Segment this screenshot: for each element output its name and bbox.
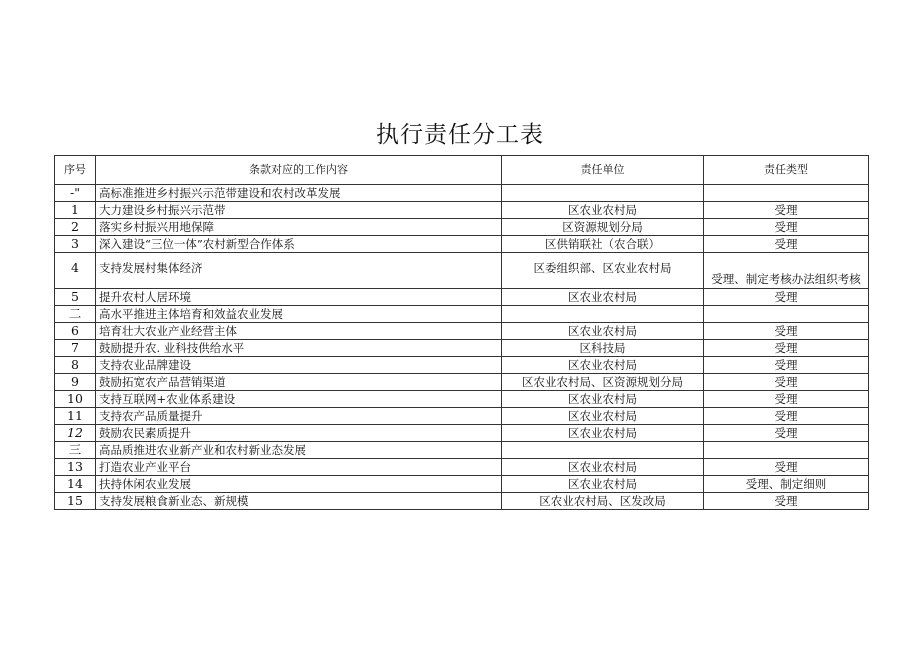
- table-row: [55, 219, 869, 236]
- row-content: 支持发展粮食新业态、新规模: [96, 493, 502, 510]
- header-content: 条款对应的工作内容: [96, 156, 502, 185]
- row-number: 15: [55, 493, 96, 510]
- responsibility-table: [54, 155, 869, 510]
- row-unit: 区农业农村局: [502, 289, 704, 306]
- table-row: [55, 408, 869, 425]
- row-number: 14: [55, 476, 96, 493]
- page-title: 执行责任分工表: [376, 122, 544, 148]
- row-unit: 区农业农村局: [502, 202, 704, 219]
- row-content: 打造农业产业平台: [96, 459, 502, 476]
- row-number: 7: [55, 340, 96, 357]
- section-row: [55, 442, 869, 459]
- table-row: [55, 236, 869, 253]
- header-type: 责任类型: [704, 156, 869, 185]
- row-type: 受理: [704, 289, 869, 306]
- header-no: 序号: [55, 156, 96, 185]
- table-row: [55, 493, 869, 510]
- row-content: 鼓励农民素质提升: [96, 425, 502, 442]
- row-content: 鼓励拓宽农产品营销渠道: [96, 374, 502, 391]
- table-header-row: [55, 156, 869, 185]
- row-type: 受理: [704, 357, 869, 374]
- row-content: 提升农村人居环境: [96, 289, 502, 306]
- section-row: [55, 185, 869, 202]
- row-type: [704, 442, 869, 459]
- row-content: 鼓励提升农. 业科技供给水平: [96, 340, 502, 357]
- row-unit: 区科技局: [502, 340, 704, 357]
- row-type: 受理: [704, 459, 869, 476]
- table-row: [55, 357, 869, 374]
- row-type: [704, 185, 869, 202]
- row-number: 10: [55, 391, 96, 408]
- table-row: [55, 391, 869, 408]
- table-row: [55, 253, 869, 289]
- row-content: 支持互联网+农业体系建设: [96, 391, 502, 408]
- table-row: [55, 459, 869, 476]
- row-type: 受理、制定考核办法组织考核: [704, 253, 869, 289]
- row-content: 支持农产品质量提升: [96, 408, 502, 425]
- row-type: 受理: [704, 202, 869, 219]
- row-unit: 区农业农村局: [502, 408, 704, 425]
- row-content: 高标准推进乡村振兴示范带建设和农村改革发展: [96, 185, 502, 202]
- row-type: 受理: [704, 493, 869, 510]
- row-unit: 区农业农村局、区资源规划分局: [502, 374, 704, 391]
- row-unit: [502, 185, 704, 202]
- table-row: [55, 289, 869, 306]
- row-number: 3: [55, 236, 96, 253]
- row-content: 高水平推进主体培育和效益农业发展: [96, 306, 502, 323]
- row-type: 受理: [704, 340, 869, 357]
- row-number: 13: [55, 459, 96, 476]
- row-number: 11: [55, 408, 96, 425]
- header-unit: 责任单位: [502, 156, 704, 185]
- row-content: 支持发展村集体经济: [96, 253, 502, 289]
- row-number: 6: [55, 323, 96, 340]
- row-number: 8: [55, 357, 96, 374]
- table-row: [55, 340, 869, 357]
- row-unit: 区农业农村局: [502, 391, 704, 408]
- row-type: 受理: [704, 408, 869, 425]
- table-row: [55, 374, 869, 391]
- row-content: 落实乡村振兴用地保障: [96, 219, 502, 236]
- row-unit: [502, 306, 704, 323]
- row-content: 大力建设乡村振兴示范带: [96, 202, 502, 219]
- row-type: 受理: [704, 425, 869, 442]
- row-unit: [502, 442, 704, 459]
- row-number: 4: [55, 253, 96, 289]
- row-type: 受理、制定细则: [704, 476, 869, 493]
- row-number: 12: [55, 425, 96, 442]
- row-number: 2: [55, 219, 96, 236]
- row-type: 受理: [704, 374, 869, 391]
- table-row: [55, 323, 869, 340]
- row-unit: 区资源规划分局: [502, 219, 704, 236]
- row-unit: 区农业农村局: [502, 459, 704, 476]
- row-unit: 区农业农村局: [502, 476, 704, 493]
- row-unit: 区农业农村局: [502, 323, 704, 340]
- row-content: 深入建设“三位一体”农村新型合作体系: [96, 236, 502, 253]
- row-number: -": [55, 185, 96, 202]
- row-unit: 区委组织部、区农业农村局: [502, 253, 704, 289]
- row-number: 1: [55, 202, 96, 219]
- row-number: 9: [55, 374, 96, 391]
- row-number: 5: [55, 289, 96, 306]
- row-type: [704, 306, 869, 323]
- row-content: 扶持休闲农业发展: [96, 476, 502, 493]
- row-number: 二: [55, 306, 96, 323]
- row-type: 受理: [704, 391, 869, 408]
- table-row: [55, 425, 869, 442]
- row-type: 受理: [704, 323, 869, 340]
- row-content: 培育壮大农业产业经营主体: [96, 323, 502, 340]
- row-content: 支持农业品牌建设: [96, 357, 502, 374]
- table-row: [55, 476, 869, 493]
- row-type: 受理: [704, 236, 869, 253]
- row-unit: 区供销联社（农合联）: [502, 236, 704, 253]
- row-unit: 区农业农村局: [502, 357, 704, 374]
- row-unit: 区农业农村局、区发改局: [502, 493, 704, 510]
- row-number: 三: [55, 442, 96, 459]
- table-row: [55, 202, 869, 219]
- row-type: 受理: [704, 219, 869, 236]
- section-row: [55, 306, 869, 323]
- row-unit: 区农业农村局: [502, 425, 704, 442]
- row-content: 高品质推进农业新产业和农村新业态发展: [96, 442, 502, 459]
